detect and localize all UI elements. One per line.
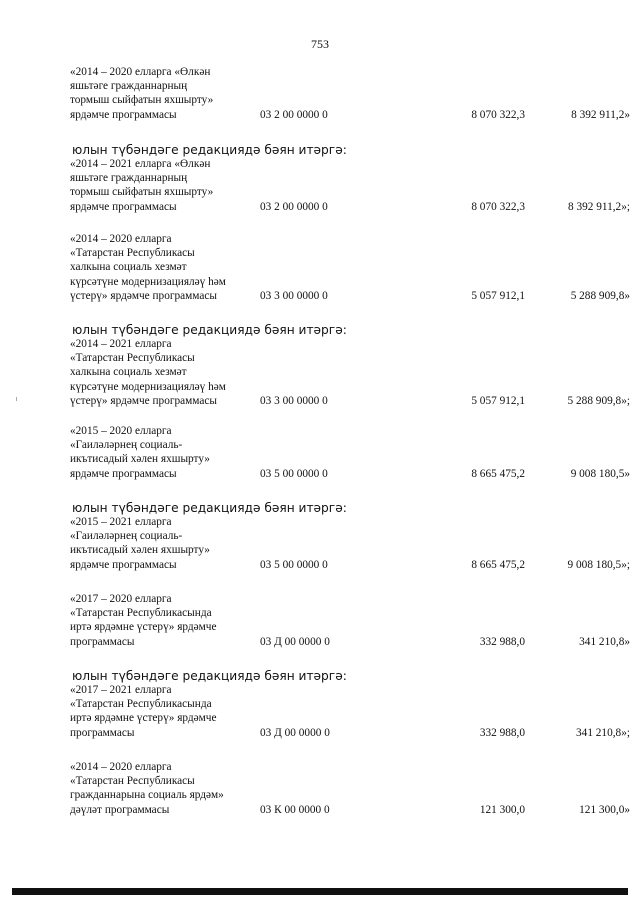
program-name-line: халкына социаль хезмәт <box>70 261 187 274</box>
program-name-line: яшьтәге гражданнарның <box>70 172 188 185</box>
program-name-line: иртә ярдәмне үстерү» ярдәмче <box>70 712 217 725</box>
amount-2: 9 008 180,5»; <box>567 558 630 571</box>
program-code: 03 2 00 0000 0 <box>260 108 328 121</box>
amount-1: 332 988,0 <box>479 726 525 739</box>
program-name-line: тормыш сыйфатын яхшырту» <box>70 94 214 107</box>
amount-2: 8 392 911,2» <box>571 108 630 121</box>
instruction-text: юлын түбәндәге редакциядә бәян итәргә: <box>72 669 347 683</box>
program-row <box>70 683 630 740</box>
program-name-line: гражданнарына социаль ярдәм» <box>70 789 224 802</box>
amount-1: 5 057 912,1 <box>471 289 525 302</box>
program-code: 03 5 00 0000 0 <box>260 558 328 571</box>
program-code: 03 К 00 0000 0 <box>260 803 330 816</box>
program-code: 03 Д 00 0000 0 <box>260 635 330 648</box>
amount-2: 9 008 180,5» <box>570 467 630 480</box>
program-name <box>70 232 248 303</box>
program-row <box>70 337 630 408</box>
amount-2: 341 210,8»; <box>576 726 630 739</box>
program-name-line: «2015 – 2021 елларга <box>70 516 172 528</box>
program-name-line: «Татарстан Республикасында <box>70 607 212 620</box>
program-name-line: ярдәмче программасы <box>70 467 177 480</box>
amount-2: 5 288 909,8»; <box>567 394 630 407</box>
program-name-line: ярдәмче программасы <box>70 108 177 121</box>
program-name-line: «2014 – 2020 елларга «Өлкән <box>70 66 211 78</box>
program-code: 03 2 00 0000 0 <box>260 200 328 213</box>
amount-2: 8 392 911,2»; <box>567 200 630 213</box>
instruction-text: юлын түбәндәге редакциядә бәян итәргә: <box>72 323 347 337</box>
program-name-line: күрсәтүне модернизацияләү һәм <box>70 275 226 288</box>
amount-1: 121 300,0 <box>479 803 525 816</box>
amount-1: 8 070 322,3 <box>471 200 525 213</box>
program-name-line: «2014 – 2020 елларга <box>70 761 172 773</box>
program-row <box>70 65 630 122</box>
program-name <box>70 424 248 481</box>
program-name-line: икътисадый хәлен яхшырту» <box>70 453 210 466</box>
program-row <box>70 760 630 817</box>
program-code: 03 Д 00 0000 0 <box>260 726 330 739</box>
program-name-line: «Гаиләләрнең социаль- <box>70 439 183 452</box>
program-code: 03 3 00 0000 0 <box>260 289 328 302</box>
program-name-line: тормыш сыйфатын яхшырту» <box>70 186 214 199</box>
instruction-text: юлын түбәндәге редакциядә бәян итәргә: <box>72 143 347 157</box>
program-name-line: «2014 – 2021 елларга <box>70 338 172 350</box>
program-name-line: үстерү» ярдәмче программасы <box>70 394 217 407</box>
program-name-line: дәүләт программасы <box>70 803 170 816</box>
program-name-line: «Гаиләләрнең социаль- <box>70 530 183 543</box>
program-name <box>70 683 248 740</box>
program-code: 03 5 00 0000 0 <box>260 467 328 480</box>
program-name-line: «2014 – 2020 елларга <box>70 233 172 245</box>
program-name-line: ярдәмче программасы <box>70 558 177 571</box>
program-name-line: ярдәмче программасы <box>70 200 177 213</box>
program-name-line: «Татарстан Республикасы <box>70 352 195 365</box>
program-name-line: «Татарстан Республикасы <box>70 247 195 260</box>
program-name <box>70 515 248 572</box>
program-name-line: «Татарстан Республикасы <box>70 775 195 788</box>
amount-1: 332 988,0 <box>479 635 525 648</box>
program-name-line: «Татарстан Республикасында <box>70 698 212 711</box>
program-row <box>70 157 630 214</box>
program-name <box>70 592 248 649</box>
page-number: 753 <box>311 37 329 51</box>
program-row <box>70 424 630 481</box>
amount-1: 8 070 322,3 <box>471 108 525 121</box>
program-name-line: яшьтәге гражданнарның <box>70 80 188 93</box>
program-name-line: «2017 – 2021 елларга <box>70 684 172 696</box>
amount-2: 341 210,8» <box>579 635 630 648</box>
amount-2: 121 300,0» <box>579 803 630 816</box>
program-name-line: программасы <box>70 726 135 739</box>
program-code: 03 3 00 0000 0 <box>260 394 328 407</box>
program-name <box>70 157 248 214</box>
program-name-line: «2014 – 2021 елларга «Өлкән <box>70 158 211 170</box>
program-name-line: күрсәтүне модернизацияләү һәм <box>70 380 226 393</box>
program-row <box>70 515 630 572</box>
scan-mark <box>16 397 17 401</box>
program-name-line: икътисадый хәлен яхшырту» <box>70 544 210 557</box>
program-name-line: «2017 – 2020 елларга <box>70 593 172 605</box>
scan-bottom-border <box>12 888 628 895</box>
instruction-text: юлын түбәндәге редакциядә бәян итәргә: <box>72 501 347 515</box>
program-name-line: иртә ярдәмне үстерү» ярдәмче <box>70 621 217 634</box>
program-name-line: үстерү» ярдәмче программасы <box>70 289 217 302</box>
amount-1: 8 665 475,2 <box>471 467 525 480</box>
program-row <box>70 592 630 649</box>
program-name <box>70 65 248 122</box>
program-name-line: программасы <box>70 635 135 648</box>
program-name <box>70 337 248 408</box>
amount-2: 5 288 909,8» <box>570 289 630 302</box>
program-name <box>70 760 248 817</box>
amount-1: 5 057 912,1 <box>471 394 525 407</box>
program-name-line: халкына социаль хезмәт <box>70 366 187 379</box>
program-name-line: «2015 – 2020 елларга <box>70 425 172 437</box>
amount-1: 8 665 475,2 <box>471 558 525 571</box>
program-row <box>70 232 630 303</box>
